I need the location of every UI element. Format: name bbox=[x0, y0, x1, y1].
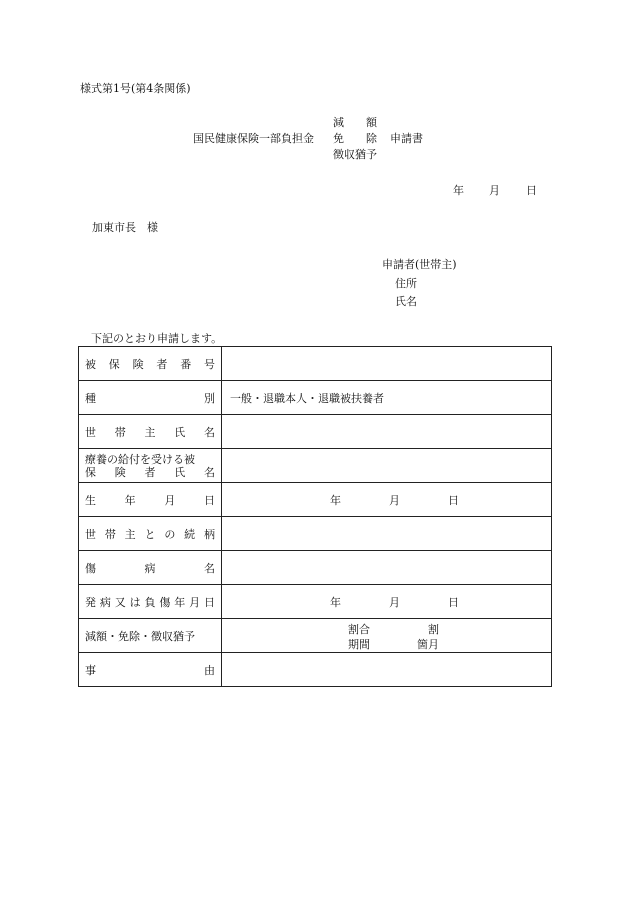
label-patient-line2: 保 険 者 氏 名 bbox=[85, 465, 215, 479]
ratio-unit: 割 bbox=[428, 623, 439, 636]
intro-text: 下記のとおり申請します。 bbox=[91, 332, 223, 345]
application-table bbox=[78, 346, 552, 687]
row-label bbox=[79, 347, 222, 381]
period-unit: 箇月 bbox=[417, 638, 439, 651]
row-label bbox=[79, 653, 222, 687]
category-field[interactable]: 一般・退職本人・退職被扶養者 bbox=[222, 381, 552, 415]
label-relationship: 世 帯 主 と の 続 柄 bbox=[85, 527, 215, 541]
row-label bbox=[79, 483, 222, 517]
row-label bbox=[79, 517, 222, 551]
addressee: 加東市長 様 bbox=[92, 221, 158, 234]
birthdate-field[interactable] bbox=[222, 483, 552, 517]
relationship-field[interactable] bbox=[222, 517, 552, 551]
table-row bbox=[79, 449, 552, 483]
date-year: 年 bbox=[453, 184, 464, 197]
table-row bbox=[79, 381, 552, 415]
label-disease-name: 傷 病 名 bbox=[85, 561, 215, 575]
householder-name-field[interactable] bbox=[222, 415, 552, 449]
onset-month: 月 bbox=[389, 596, 400, 609]
row-label bbox=[79, 585, 222, 619]
form-number: 様式第1号(第4条関係) bbox=[80, 82, 191, 95]
row-label bbox=[79, 415, 222, 449]
label-householder-name: 世 帯 主 氏 名 bbox=[85, 425, 215, 439]
label-onset-date: 発 病 又 は 負 傷 年 月 日 bbox=[85, 595, 215, 609]
onset-day: 日 bbox=[448, 596, 459, 609]
label-patient-line1: 療養の給付を受ける被 bbox=[85, 452, 195, 466]
onset-year: 年 bbox=[330, 596, 341, 609]
date-day: 日 bbox=[526, 184, 537, 197]
application-date bbox=[453, 184, 537, 198]
relief-terms-field[interactable] bbox=[222, 619, 552, 653]
row-label bbox=[79, 449, 222, 483]
table-row bbox=[79, 653, 552, 687]
table-row bbox=[79, 585, 552, 619]
title-main: 国民健康保険一部負担金 bbox=[193, 132, 314, 145]
label-birthdate: 生 年 月 日 bbox=[85, 493, 215, 507]
disease-name-field[interactable] bbox=[222, 551, 552, 585]
label-category: 種 別 bbox=[85, 391, 215, 405]
title-option-exemption: 免 除 bbox=[333, 132, 377, 145]
title-option-deferral: 徴収猶予 bbox=[333, 148, 377, 161]
birthdate-year: 年 bbox=[330, 494, 341, 507]
row-label bbox=[79, 619, 222, 653]
table-row bbox=[79, 517, 552, 551]
label-reason: 事 由 bbox=[85, 663, 215, 677]
patient-name-field[interactable] bbox=[222, 449, 552, 483]
applicant-address-label: 住所 bbox=[395, 277, 417, 290]
row-label bbox=[79, 381, 222, 415]
applicant-name-label: 氏名 bbox=[395, 295, 417, 308]
label-insured-number: 被 保 険 者 番 号 bbox=[85, 357, 215, 371]
row-label bbox=[79, 551, 222, 585]
period-label: 期間 bbox=[348, 638, 370, 651]
title-option-reduction: 減 額 bbox=[333, 116, 377, 129]
birthdate-month: 月 bbox=[389, 494, 400, 507]
label-relief-type: 減額・免除・徴収猶予 bbox=[85, 629, 195, 643]
title-suffix: 申請書 bbox=[390, 132, 423, 145]
table-row bbox=[79, 483, 552, 517]
date-month: 月 bbox=[489, 184, 500, 197]
table-row bbox=[79, 551, 552, 585]
applicant-heading: 申請者(世帯主) bbox=[382, 258, 457, 271]
table-row bbox=[79, 415, 552, 449]
ratio-label: 割合 bbox=[348, 623, 370, 636]
reason-field[interactable] bbox=[222, 653, 552, 687]
insured-number-field[interactable] bbox=[222, 347, 552, 381]
birthdate-day: 日 bbox=[448, 494, 459, 507]
table-row bbox=[79, 619, 552, 653]
table-row bbox=[79, 347, 552, 381]
onset-date-field[interactable] bbox=[222, 585, 552, 619]
